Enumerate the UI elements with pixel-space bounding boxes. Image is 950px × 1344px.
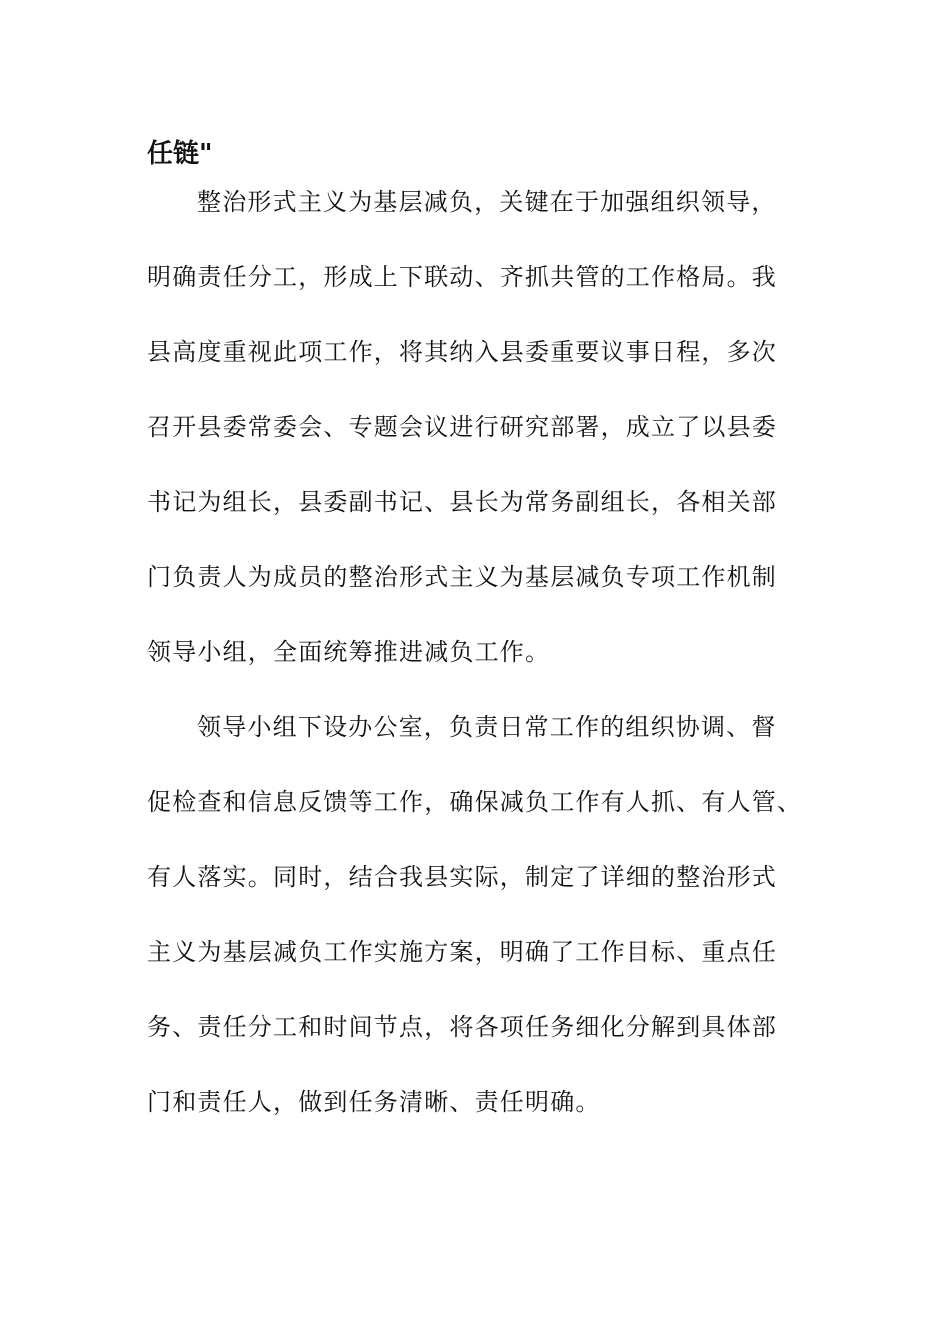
- paragraph-line: 有人落实。同时，结合我县实际，制定了详细的整治形式: [147, 863, 777, 891]
- paragraph-line: 县高度重视此项工作，将其纳入县委重要议事日程，多次: [147, 338, 777, 366]
- paragraph-line: 门和责任人，做到任务清晰、责任明确。: [147, 1088, 601, 1116]
- paragraph-line: 书记为组长，县委副书记、县长为常务副组长，各相关部: [147, 488, 777, 516]
- paragraph-line: 主义为基层减负工作实施方案，明确了工作目标、重点任: [147, 938, 777, 966]
- paragraph-line: 务、责任分工和时间节点，将各项任务细化分解到具体部: [147, 1013, 777, 1041]
- paragraph-line: 领导小组下设办公室，负责日常工作的组织协调、督: [197, 713, 777, 741]
- paragraph-line: 领导小组，全面统筹推进减负工作。: [147, 638, 551, 666]
- paragraph-line: 召开县委常委会、专题会议进行研究部署，成立了以县委: [147, 413, 777, 441]
- paragraph-line: 整治形式主义为基层减负，关键在于加强组织领导，: [197, 188, 777, 216]
- paragraph-line: 门负责人为成员的整治形式主义为基层减负专项工作机制: [147, 563, 777, 591]
- paragraph-line: 促检查和信息反馈等工作，确保减负工作有人抓、有人管、: [147, 788, 803, 816]
- paragraph-line: 明确责任分工，形成上下联动、齐抓共管的工作格局。我: [147, 263, 777, 291]
- heading-fragment: 任链": [147, 139, 213, 169]
